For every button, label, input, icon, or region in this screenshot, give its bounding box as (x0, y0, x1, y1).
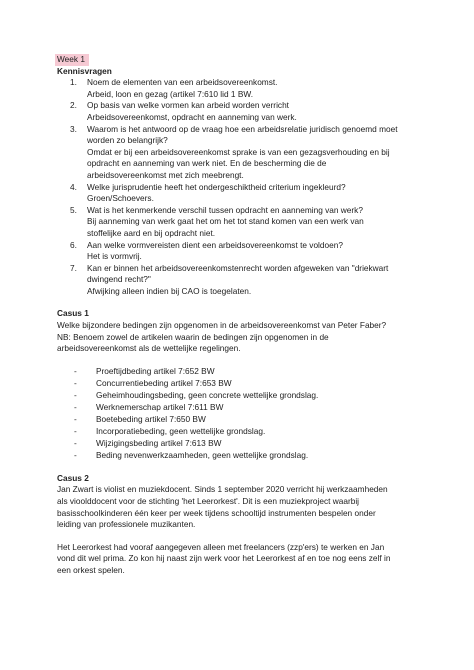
answer-text: Omdat er bij een arbeidsovereenkomst sprake is van een gezagsverhouding en bij (87, 146, 390, 157)
answer-text: Arbeid, loon en gezag (artikel 7:610 lid 1 BW. (87, 88, 254, 99)
question-text: Welke jurisprudentie heeft het ondergeschiktheid criterium ingekleurd? (87, 181, 346, 192)
casus1-heading: Casus 1 (57, 308, 89, 319)
casus2-paragraph-line: als vioolddocent voor de stichting 'het Leerorkest'. Dit is een muziekproject waarbij (57, 495, 360, 506)
answer-text: opdracht en aanneming van werk niet. En de bescherming die de (87, 158, 327, 169)
casus2-paragraph-line: leiding van professionele muzikanten. (57, 519, 196, 530)
question-text: Noem de elementen van een arbeidsovereenkomst. (87, 77, 278, 88)
casus2-paragraph-line: vond dit wel prima. Zo kon hij naast zijn werk voor het Leerorkest af en toe nog eens zelf in (57, 553, 391, 564)
question-text: Op basis van welke vormen kan arbeid worden verricht (87, 100, 289, 111)
casus1-bullet-list (57, 366, 427, 461)
question-item: 3. Waarom is het antwoord op de vraag hoe een arbeidsrelatie juridisch genoemd moet worden zo belangrijk? Omdat er bij een arbeidsovereenkomst sprake is van een gezagsverhouding en bij opdracht en aanneming van werk niet. En de bescherming die de arbeidsovereenkomst met zich meebrengt. (57, 124, 427, 182)
list-item: - Proeftijdbeding artikel 7:652 BW (74, 365, 215, 376)
question-list (57, 77, 427, 297)
question-item: 6. Aan welke vormvereisten dient een arbeidsovereenkomst te voldoen? Het is vormvrij. (57, 240, 427, 263)
casus1-intro-line: arbeidsovereenkomst als de wettelijke regelingen. (57, 343, 241, 354)
question-item: 5. Wat is het kenmerkende verschil tussen opdracht en aanneming van werk? Bij aanneming van werk gaat het om het tot stand komen van een werk van stoffelijke aard en bij opdracht niet. (57, 205, 427, 240)
list-item: - Geheimhoudingsbeding, geen concrete wettelijke grondslag. (74, 389, 319, 400)
document-page (57, 54, 427, 576)
week-label: Week 1 (55, 54, 89, 66)
question-text: Waarom is het antwoord op de vraag hoe een arbeidsrelatie juridisch genoemd moet (87, 123, 398, 134)
question-item: 7. Kan er binnen het arbeidsovereenkomstenrecht worden afgeweken van "driekwart dwingend recht?" Afwijking alleen indien bij CAO is toegelaten. (57, 263, 427, 298)
casus1-intro-line: NB: Benoem zowel de artikelen waarin de bedingen zijn opgenomen in de (57, 331, 329, 342)
casus2-paragraph-line: basisschoolkinderen één keer per week tijdens schooltijd instrumenten bespelen onder (57, 507, 376, 518)
answer-text: Groen/Schoevers. (87, 193, 154, 204)
answer-text: arbeidsovereenkomst met zich meebrengt. (87, 169, 244, 180)
answer-text: Afwijking alleen indien bij CAO is toegelaten. (87, 285, 252, 296)
question-text: Aan welke vormvereisten dient een arbeidsovereenkomst te voldoen? (87, 239, 343, 250)
casus2-paragraph-line: Jan Zwart is violist en muziekdocent. Sinds 1 september 2020 verricht hij werkzaamheden (57, 484, 388, 495)
question-text: Kan er binnen het arbeidsovereenkomstenrecht worden afgeweken van "driekwart (87, 262, 389, 273)
answer-text: Het is vormvrij. (87, 251, 142, 262)
question-text: worden zo belangrijk? (87, 135, 168, 146)
list-item: - Beding nevenwerkzaamheden, geen wettelijke grondslag. (74, 449, 309, 460)
answer-text: Bij aanneming van werk gaat het om het tot stand komen van een werk van (87, 216, 364, 227)
kennisvragen-heading: Kennisvragen (57, 65, 112, 76)
list-item: - Boetebeding artikel 7:650 BW (74, 413, 206, 424)
casus2-paragraph-line: een orkest spelen. (57, 564, 125, 575)
answer-text: Arbeidsovereenkomst, opdracht en aanneming van werk. (87, 111, 297, 122)
answer-text: stoffelijke aard en bij opdracht niet. (87, 227, 216, 238)
question-item: 1. Noem de elementen van een arbeidsovereenkomst. Arbeid, loon en gezag (artikel 7:610 lid 1 BW. (57, 77, 427, 100)
casus2-heading: Casus 2 (57, 472, 89, 483)
list-item: - Wijzigingsbeding artikel 7:613 BW (74, 437, 222, 448)
casus1-intro-line: Welke bijzondere bedingen zijn opgenomen in de arbeidsovereenkomst van Peter Faber? (57, 320, 387, 331)
casus2-paragraph-line: Het Leerorkest had vooraf aangegeven alleen met freelancers (zzp'ers) te werken en Jan (57, 541, 385, 552)
list-item: - Concurrentiebeding artikel 7:653 BW (74, 377, 232, 388)
list-item: - Werknemerschap artikel 7:611 BW (74, 401, 224, 412)
list-item: - Incorporatiebeding, geen wettelijke grondslag. (74, 425, 266, 436)
question-item: 4. Welke jurisprudentie heeft het ondergeschiktheid criterium ingekleurd? Groen/Schoevers. (57, 182, 427, 205)
question-text: dwingend recht?" (87, 274, 151, 285)
question-item: 2. Op basis van welke vormen kan arbeid worden verricht Arbeidsovereenkomst, opdracht en aanneming van werk. (57, 100, 427, 123)
question-text: Wat is het kenmerkende verschil tussen opdracht en aanneming van werk? (87, 204, 363, 215)
